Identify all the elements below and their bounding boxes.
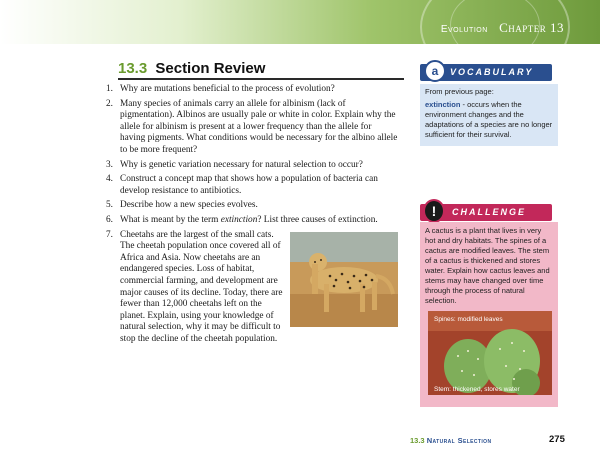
question-item <box>106 215 398 227</box>
question-number: 5. <box>106 200 113 211</box>
footer-section-name: Natural Selection <box>426 436 492 445</box>
page-number: 275 <box>549 434 565 445</box>
vocabulary-definition-text: - occurs when the environment changes and the adaptations of a species are no longer sufficient for their survival. <box>425 100 553 139</box>
question-number: 2. <box>106 98 113 109</box>
challenge-text: A cactus is a plant that lives in very hot and dry habitats. The spines of a cactus are modified leaves. The stem of a cactus is thickened and stores water. Explain how cactus leaves and stems may have changed over time through the process of natural selection. <box>425 226 550 305</box>
question-item <box>106 84 398 96</box>
question-number: 1. <box>106 84 113 94</box>
chapter-label <box>441 20 564 36</box>
vocabulary-label: VOCABULARY <box>450 67 534 77</box>
question-number: 7. <box>106 229 113 240</box>
question-text: Many species of animals carry an allele for albinism (lack of pigmentation). Albinos are usually pale or white in color. Explain why the allele for albinism is present at a lower frequency than the allele for having pigments. What conditions would be necessary for the albino allele to be more frequent? <box>120 98 398 155</box>
question-number: 4. <box>106 174 113 185</box>
section-number: 13.3 <box>118 60 148 77</box>
cactus-label-spines: Spines: modified leaves <box>434 316 503 323</box>
question-text: Construct a concept map that shows how a population of bacteria can develop resistance to antibiotics. <box>120 174 378 196</box>
review-questions <box>106 84 398 345</box>
challenge-label: CHALLENGE <box>452 207 526 217</box>
cheetah-photo <box>290 232 398 327</box>
cactus-label-stem: Stem: thickened, stores water <box>434 386 520 393</box>
question-item <box>106 230 398 346</box>
question-number: 3. <box>106 159 113 170</box>
footer-section-number: 13.3 <box>410 436 425 445</box>
cactus-photo <box>428 311 552 395</box>
question-text-before: What is meant by the term <box>120 214 221 225</box>
section-title-text: Section Review <box>155 60 266 77</box>
chapter-number: Chapter 13 <box>499 20 564 35</box>
question-text: Why is genetic variation necessary for natural selection to occur? <box>120 159 363 170</box>
question-item <box>106 200 398 212</box>
vocabulary-box <box>420 84 558 146</box>
question-text: Why are mutations beneficial to the process of evolution? <box>120 84 335 94</box>
exclamation-icon: ! <box>423 199 445 223</box>
question-item <box>106 160 398 172</box>
question-term: extinction <box>220 214 258 225</box>
section-title-rule <box>118 78 404 80</box>
question-text-after: ? List three causes of extinction. <box>257 214 378 225</box>
vocabulary-definition <box>425 100 553 140</box>
page-footer <box>410 436 491 445</box>
question-number: 6. <box>106 214 113 225</box>
question-text: Describe how a new species evolves. <box>120 200 258 211</box>
question-text: Cheetahs are the largest of the small cats. The cheetah population once covered all of Africa and Asia. Now cheetahs are an endangered species. Loss of habitat, commercial farming, and development are major causes of its decline. Today, there are fewer than 12,000 cheetahs left on the planet. Explain, using your knowledge of natural selection, why it may be difficult to stop the decline of the cheetah population. <box>120 229 283 344</box>
section-title <box>118 60 265 77</box>
question-item <box>106 99 398 157</box>
vocabulary-from-previous: From previous page: <box>425 87 494 96</box>
vocabulary-term: extinction <box>425 100 461 109</box>
chapter-header <box>0 0 600 44</box>
vocabulary-icon: a <box>424 60 446 82</box>
unit-name: Evolution <box>440 24 488 35</box>
question-item <box>106 174 398 197</box>
